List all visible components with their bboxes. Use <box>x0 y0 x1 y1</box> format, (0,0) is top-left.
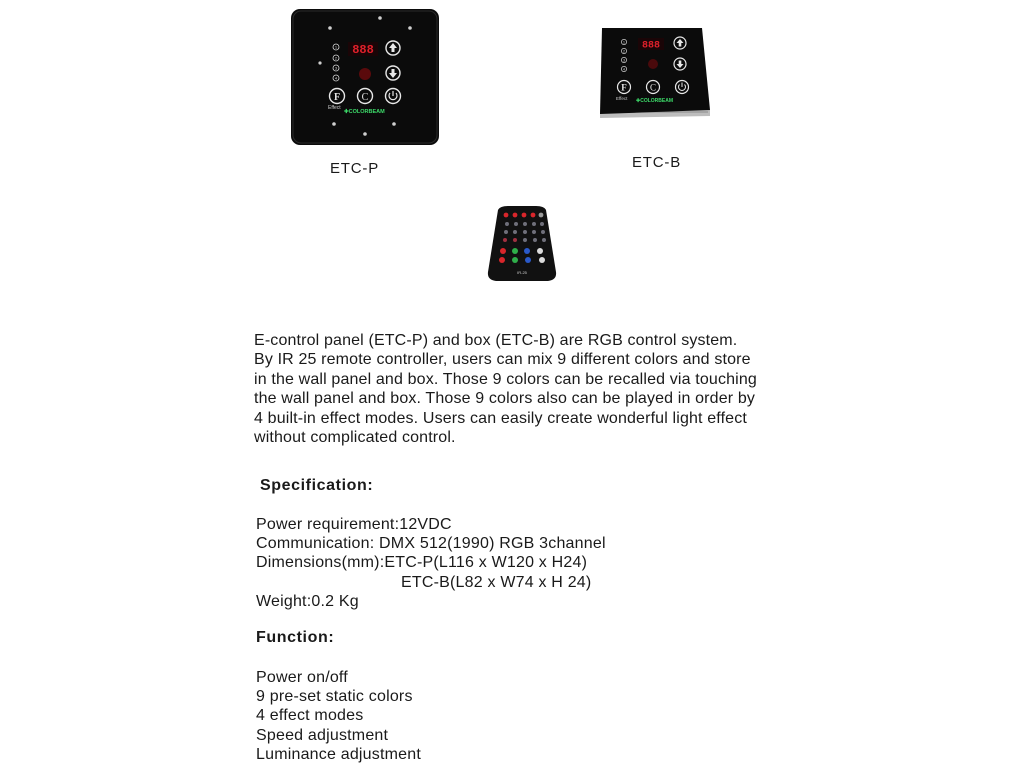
ir-remote-image <box>486 206 558 282</box>
etc-b-power-icon <box>676 81 689 94</box>
etc-p-caption: ETC-P <box>330 160 379 177</box>
spec-weight: Weight:0.2 Kg <box>256 592 359 610</box>
description-line: E-control panel (ETC-P) and box (ETC-B) are RGB control system. <box>254 332 738 349</box>
remote-label: IR-25 <box>517 270 527 275</box>
spec-dimensions-etc-b: ETC-B(L82 x W74 x H 24) <box>401 573 592 591</box>
function-item: 4 effect modes <box>256 707 364 725</box>
description-line: in the wall panel and box. Those 9 colors can be recalled via touching <box>254 370 757 388</box>
etc-b-led-display: 888 <box>641 40 661 52</box>
function-heading: Function: <box>256 629 335 646</box>
etc-b-key-3: 3 <box>623 58 625 63</box>
description-line: without complicated control. <box>254 429 456 447</box>
function-item: 9 pre-set static colors <box>256 688 413 706</box>
product-description <box>254 331 854 447</box>
etc-p-led-display: 888 <box>352 43 374 57</box>
etc-b-f-button: F <box>621 82 627 93</box>
spec-communication: Communication: DMX 512(1990) RGB 3channel <box>256 535 606 553</box>
etc-p-c-button: C <box>361 92 369 103</box>
function-item: Luminance adjustment <box>256 745 421 763</box>
etc-p-up-button <box>386 41 400 55</box>
etc-b-brand-logo: ✚COLORBEAM <box>636 98 673 104</box>
etc-b-c-button: C <box>649 82 657 93</box>
etc-p-f-button: F <box>333 92 341 103</box>
function-item: Power on/off <box>256 669 348 686</box>
description-line: 4 built-in effect modes. Users can easily create wonderful light effect <box>254 409 747 427</box>
etc-p-key-2: 2 <box>334 55 338 61</box>
function-item: Speed adjustment <box>256 726 389 744</box>
function-list <box>256 668 421 764</box>
etc-b-key-4: 4 <box>623 67 625 72</box>
specification-heading: Specification: <box>260 477 374 494</box>
specification-list <box>256 515 606 611</box>
etc-b-key-1: 1 <box>623 40 625 45</box>
etc-p-power-icon <box>386 89 401 104</box>
etc-b-effect-label: Effect <box>616 96 628 101</box>
etc-b-up-button <box>674 37 686 49</box>
etc-b-box-image <box>598 26 712 120</box>
etc-p-key-1: 1 <box>334 44 338 50</box>
spec-dimensions-etc-p: Dimensions(mm):ETC-P(L116 x W120 x H24) <box>256 554 588 572</box>
spec-power: Power requirement:12VDC <box>256 516 452 533</box>
etc-p-down-button <box>386 66 400 80</box>
description-line: By IR 25 remote controller, users can mix 9 different colors and store <box>254 351 751 369</box>
description-line: the wall panel and box. Those 9 colors also can be played in order by <box>254 390 756 408</box>
etc-p-effect-label: Effect <box>328 105 341 111</box>
etc-p-brand-logo: ✚COLORBEAM <box>344 109 385 115</box>
etc-b-key-2: 2 <box>623 49 625 54</box>
etc-p-key-4: 4 <box>334 75 338 81</box>
etc-b-down-button <box>674 58 686 70</box>
etc-b-caption: ETC-B <box>632 154 681 171</box>
etc-p-key-3: 3 <box>334 65 338 71</box>
etc-p-panel-image <box>290 8 440 146</box>
